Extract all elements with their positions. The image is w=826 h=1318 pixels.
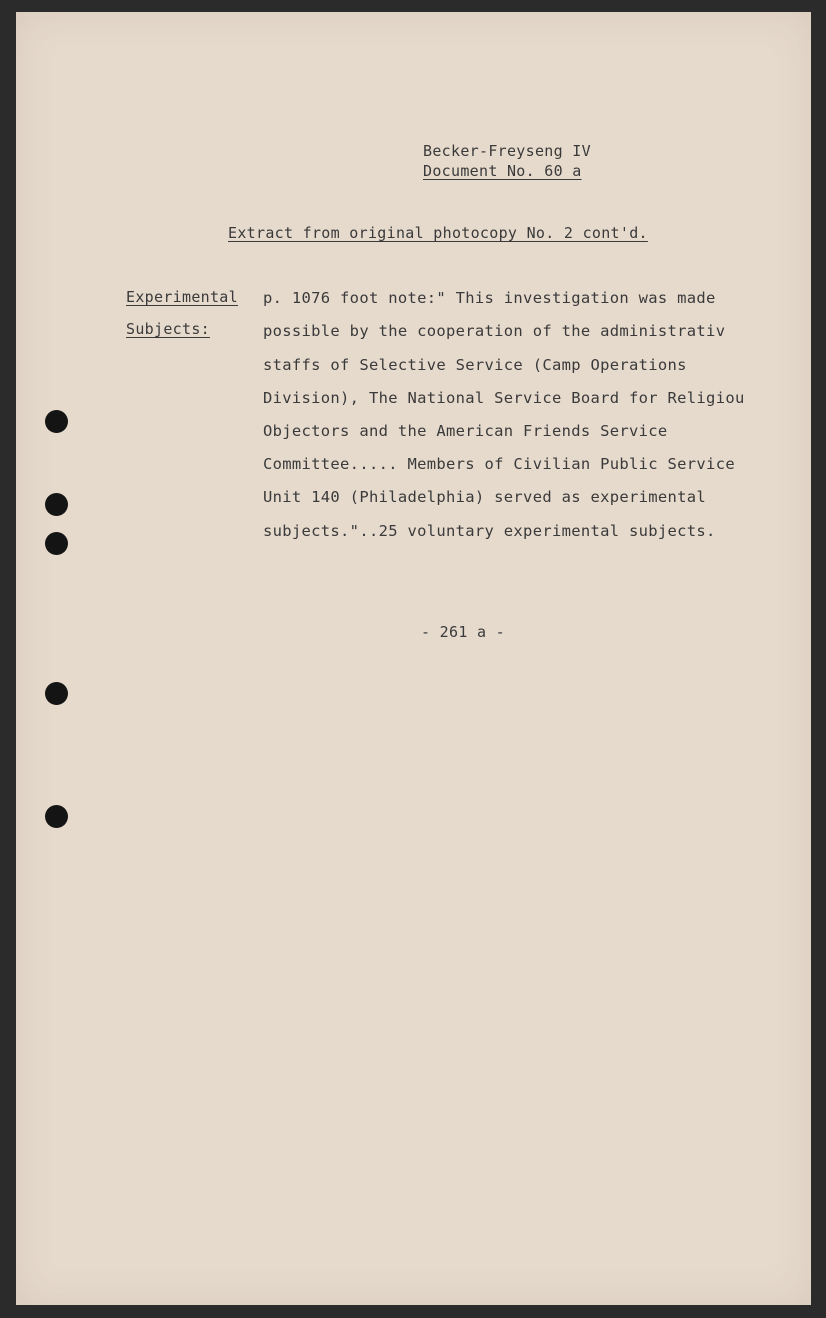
body-line: p. 1076 foot note:" This investigation was made [263,289,716,307]
body-line: staffs of Selective Service (Camp Operations [263,356,687,374]
page-number: - 261 a - [421,623,505,641]
body-line: possible by the cooperation of the administrativ [263,322,726,340]
section-label-line-2: Subjects: [126,320,210,338]
document-reference-line-1: Becker-Freyseng IV [423,142,591,160]
body-line: Objectors and the American Friends Service [263,422,668,440]
punch-hole [45,532,68,555]
punch-hole [45,682,68,705]
document-reference-line-2: Document No. 60 a [423,162,582,180]
body-line: Committee..... Members of Civilian Public Service [263,455,735,473]
punch-hole [45,410,68,433]
body-line: Division), The National Service Board for Religiou [263,389,745,407]
document-title: Extract from original photocopy No. 2 cont'd. [228,224,648,242]
paper-sheet [16,12,811,1305]
punch-hole [45,805,68,828]
body-line: subjects."..25 voluntary experimental subjects. [263,522,716,540]
section-label-line-1: Experimental [126,288,238,306]
punch-hole [45,493,68,516]
body-line: Unit 140 (Philadelphia) served as experimental [263,488,707,506]
